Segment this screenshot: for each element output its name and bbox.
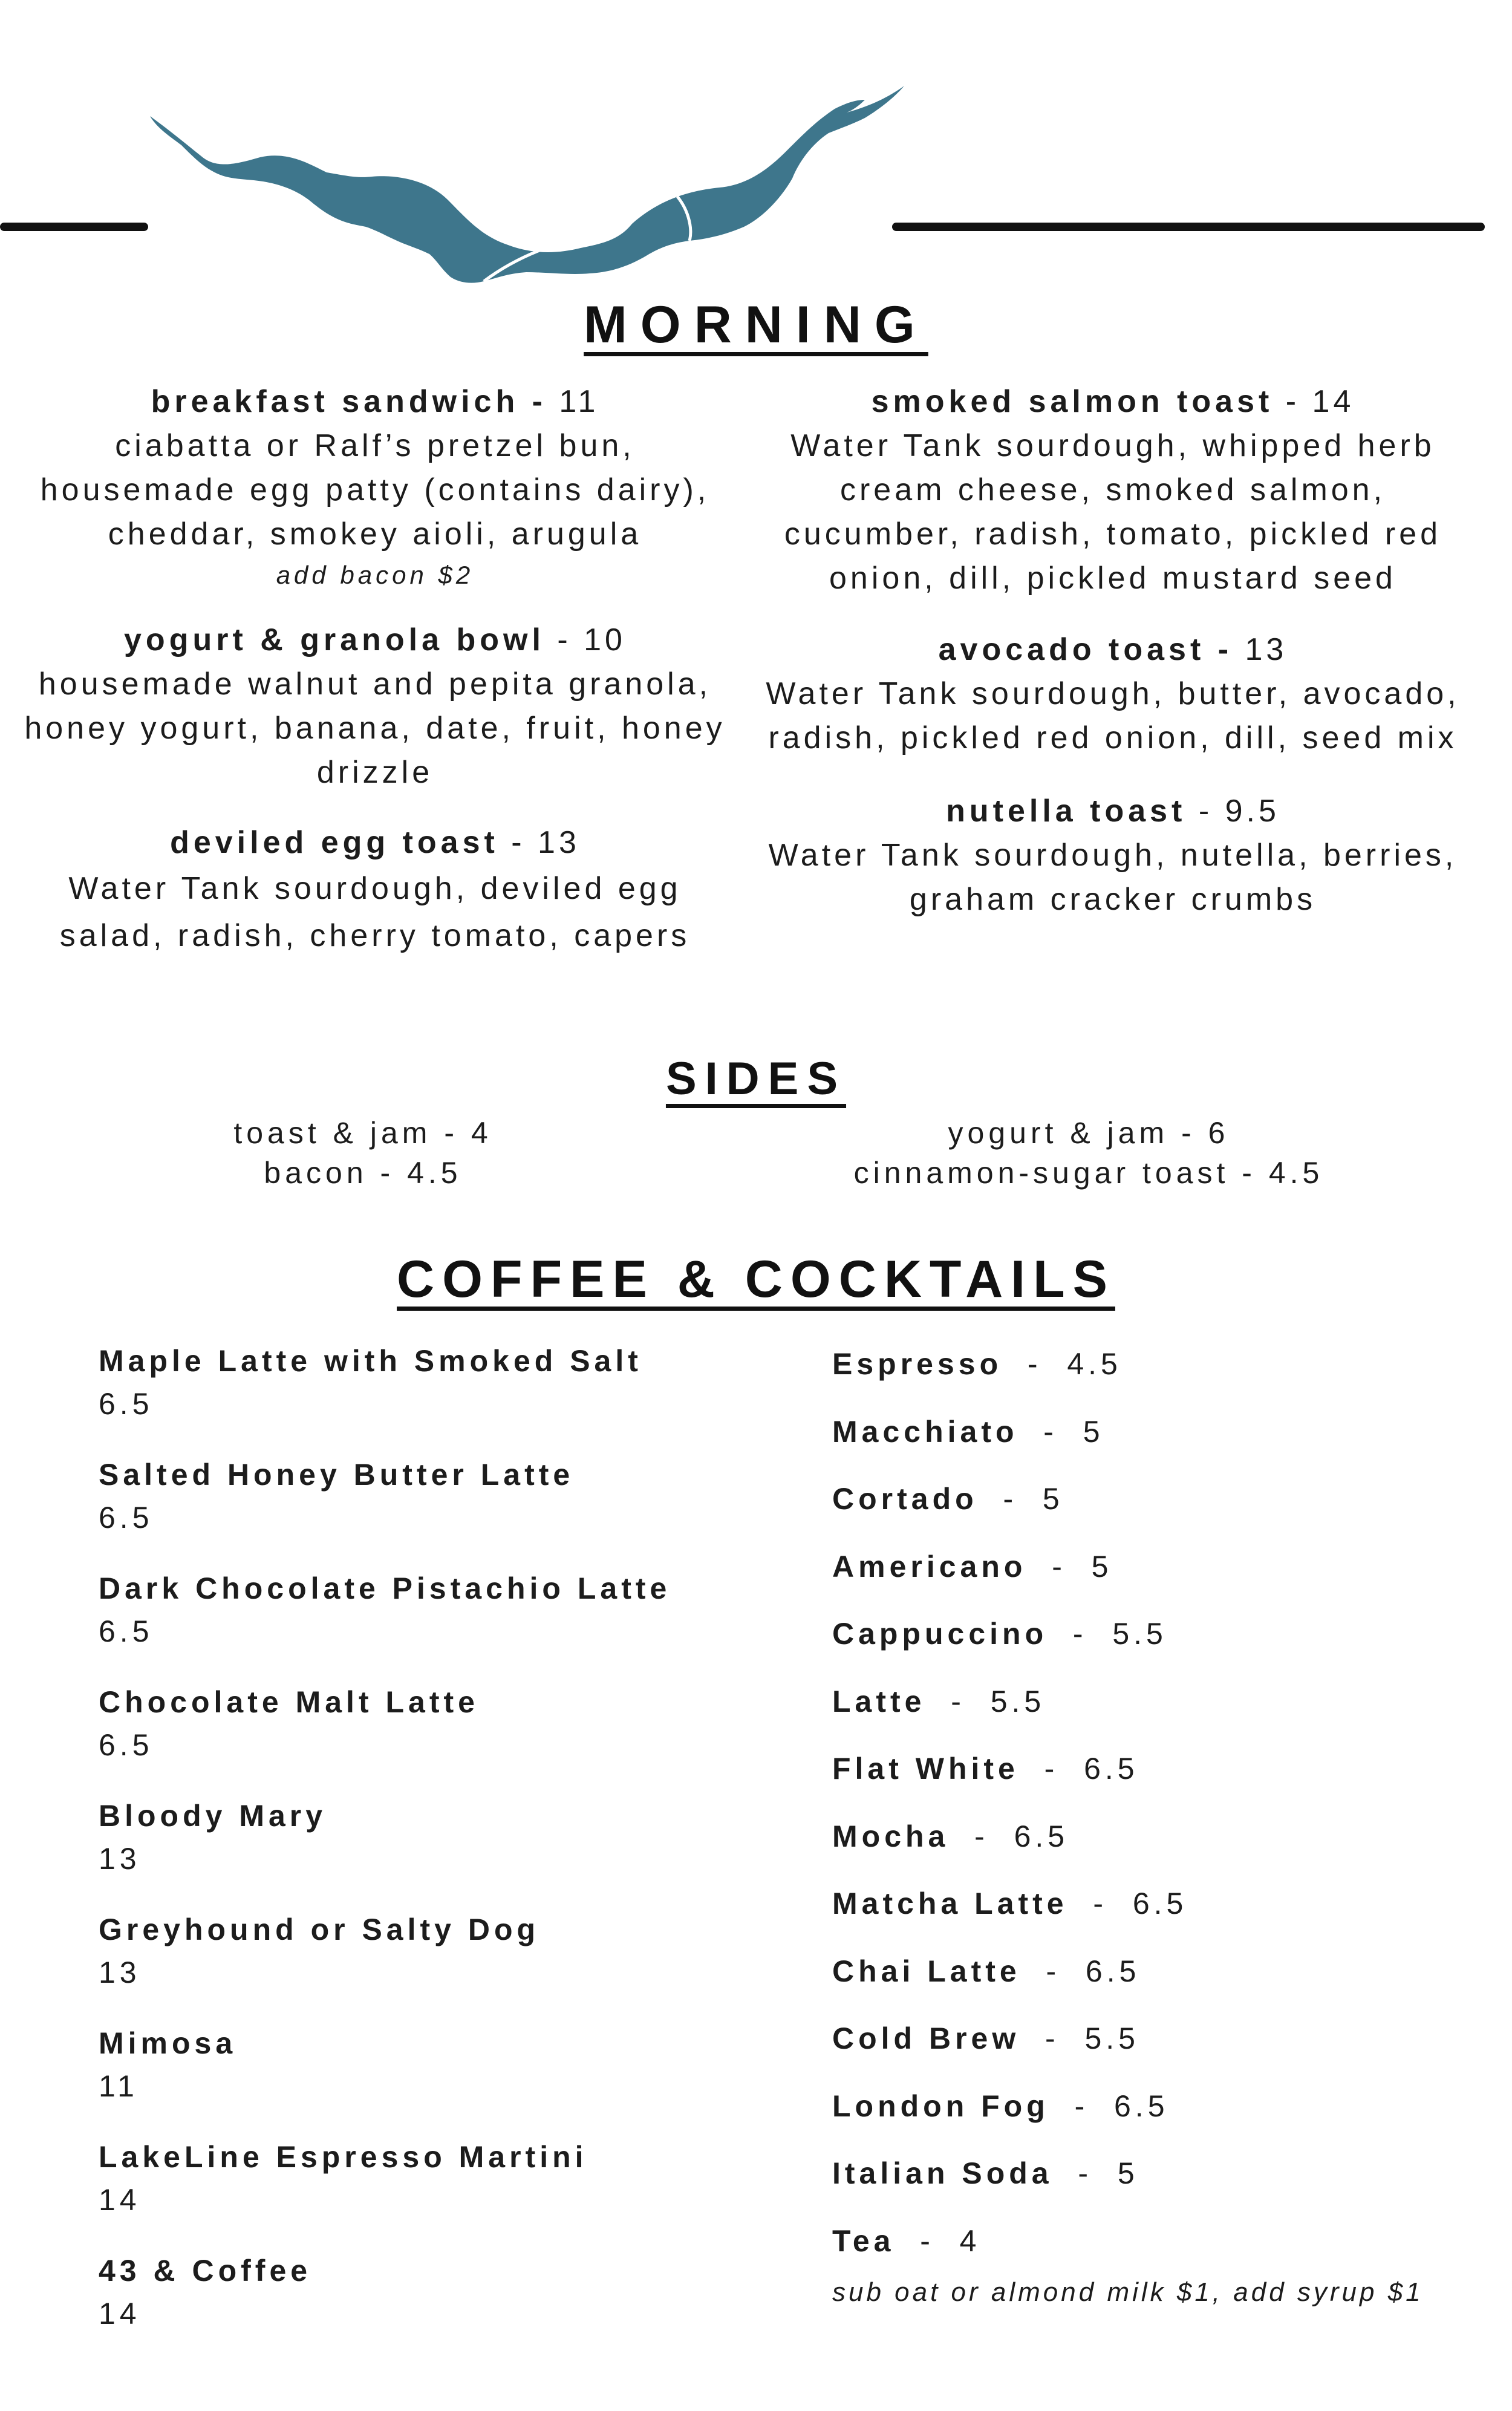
drink-price: 5 — [1042, 1482, 1064, 1516]
drink-name: London Fog — [832, 2089, 1049, 2123]
drink-price: 4 — [959, 2223, 981, 2258]
item-name: smoked salmon toast — [871, 384, 1274, 419]
menu-item-nutella-toast — [765, 789, 1461, 922]
coffee-cocktails-section-title: COFFEE & COCKTAILS — [397, 1250, 1115, 1308]
drink-name: 43 & Coffee — [99, 2254, 312, 2288]
drink-name: Salted Honey Butter Latte — [99, 1458, 575, 1492]
drink-name: Maple Latte with Smoked Salt — [99, 1344, 642, 1378]
item-name: avocado toast - — [938, 632, 1233, 667]
morning-left-column — [24, 380, 726, 959]
drink-name: Mimosa — [99, 2026, 237, 2060]
drink-price: 14 — [99, 2183, 141, 2217]
drink-item: Mocha - 6.5 — [832, 1819, 1069, 1853]
drink-price: 6.5 — [1114, 2089, 1169, 2123]
diving-swimmer-logo-icon — [145, 73, 907, 290]
drink-item — [99, 1340, 794, 1453]
item-price: 11 — [559, 384, 599, 419]
menu-item-smoked-salmon-toast — [765, 380, 1461, 601]
sides-section-title: SIDES — [665, 1053, 847, 1104]
drink-price: 5.5 — [1084, 2021, 1139, 2055]
drink-item: Latte - 5.5 — [832, 1684, 1046, 1718]
cocktails-column — [99, 1340, 794, 2363]
drink-item — [99, 2250, 794, 2363]
drink-item: Cappuccino - 5.5 — [832, 1617, 1167, 1651]
drink-price: 6.5 — [1084, 1752, 1139, 1786]
coffee-column — [832, 1343, 1497, 2287]
drink-price: 6.5 — [99, 1501, 154, 1535]
item-name: yogurt & granola bowl — [124, 622, 545, 657]
drink-name: Macchiato — [832, 1414, 1018, 1449]
drink-item: Tea - 4 — [832, 2223, 981, 2258]
drink-price: 13 — [99, 1842, 141, 1876]
item-price: - 13 — [511, 825, 580, 860]
item-description: Water Tank sourdough, whipped herb cream cheese, smoked salmon, cucumber, radish, tomato, pickled red onion, dill, pickled mustard seed — [784, 428, 1442, 596]
drink-item — [99, 1681, 794, 1795]
drink-item: Espresso - 4.5 — [832, 1347, 1122, 1381]
drink-price: 5 — [1083, 1414, 1104, 1449]
menu-item-avocado-toast — [765, 628, 1461, 760]
drink-price: 6.5 — [99, 1614, 154, 1648]
drink-name: Chai Latte — [832, 1954, 1021, 1988]
morning-section-title: MORNING — [584, 296, 928, 354]
drink-name: Greyhound or Salty Dog — [99, 1913, 540, 1946]
drink-price: 6.5 — [99, 1387, 154, 1421]
item-price: - 14 — [1285, 384, 1355, 419]
drink-price: 6.5 — [1132, 1887, 1188, 1920]
drink-price: 5 — [1091, 1549, 1113, 1584]
menu-item-yogurt-granola-bowl — [24, 618, 726, 795]
drink-name: Matcha Latte — [832, 1887, 1068, 1920]
drink-name: Espresso — [832, 1347, 1003, 1381]
header-rule-right — [892, 223, 1485, 231]
drink-name: Cold Brew — [832, 2021, 1020, 2055]
drink-name: Americano — [832, 1549, 1027, 1584]
drink-price: 14 — [99, 2297, 141, 2331]
item-note: add bacon $2 — [276, 561, 474, 589]
drink-price: 13 — [99, 1956, 141, 1989]
header-rule-left — [0, 223, 148, 231]
drink-item — [99, 2136, 794, 2250]
drink-item: Americano - 5 — [832, 1549, 1113, 1584]
drink-name: Bloody Mary — [99, 1799, 327, 1833]
item-name: breakfast sandwich - — [151, 384, 547, 419]
drink-item: Matcha Latte - 6.5 — [832, 1887, 1188, 1920]
drink-price: 11 — [99, 2069, 138, 2103]
drink-name: Flat White — [832, 1752, 1019, 1786]
drink-name: Cortado — [832, 1482, 978, 1516]
milk-syrup-note: sub oat or almond milk $1, add syrup $1 — [832, 2277, 1424, 2307]
drink-item: Flat White - 6.5 — [832, 1752, 1139, 1786]
item-description: ciabatta or Ralf’s pretzel bun, housemade egg patty (contains dairy), cheddar, smokey aioli, arugula — [40, 428, 710, 552]
drink-name: Italian Soda — [832, 2156, 1053, 2190]
menu-item-breakfast-sandwich — [24, 380, 726, 594]
item-name: deviled egg toast — [170, 825, 499, 860]
drink-name: Chocolate Malt Latte — [99, 1685, 479, 1719]
drink-item — [99, 1908, 794, 2022]
side-item: cinnamon-sugar toast - 4.5 — [853, 1156, 1324, 1190]
drink-price: 6.5 — [99, 1728, 154, 1762]
drink-item: London Fog - 6.5 — [832, 2089, 1169, 2123]
drink-item — [99, 1795, 794, 1908]
drink-name: Dark Chocolate Pistachio Latte — [99, 1571, 671, 1605]
item-description: Water Tank sourdough, deviled egg salad, radish, cherry tomato, capers — [59, 871, 691, 953]
drink-price: 6.5 — [1085, 1954, 1141, 1988]
item-price: - 9.5 — [1198, 794, 1280, 829]
sides-left-column — [121, 1113, 605, 1193]
drink-name: Cappuccino — [832, 1617, 1048, 1651]
item-price: 13 — [1245, 632, 1288, 667]
drink-item — [99, 1567, 794, 1681]
drink-price: 5 — [1117, 2156, 1139, 2190]
drink-item: Chai Latte - 6.5 — [832, 1954, 1141, 1988]
drink-item — [99, 2022, 794, 2136]
drink-price: 4.5 — [1067, 1347, 1122, 1381]
item-description: Water Tank sourdough, nutella, berries, graham cracker crumbs — [768, 838, 1458, 917]
item-price: - 10 — [557, 622, 626, 657]
side-item: yogurt & jam - 6 — [948, 1116, 1230, 1150]
drink-name: LakeLine Espresso Martini — [99, 2140, 588, 2174]
morning-right-column — [765, 380, 1461, 922]
drink-price: 5.5 — [1112, 1617, 1167, 1651]
drink-item: Cold Brew - 5.5 — [832, 2021, 1139, 2055]
item-description: housemade walnut and pepita granola, honey yogurt, banana, date, fruit, honey drizzle — [24, 667, 726, 790]
drink-name: Latte — [832, 1684, 926, 1718]
drink-item — [99, 1453, 794, 1567]
item-name: nutella toast — [946, 794, 1187, 829]
drink-price: 5.5 — [990, 1684, 1046, 1718]
drink-name: Mocha — [832, 1819, 950, 1853]
drink-price: 6.5 — [1014, 1819, 1069, 1853]
drink-item: Cortado - 5 — [832, 1482, 1064, 1516]
drink-name: Tea — [832, 2223, 895, 2258]
side-item: bacon - 4.5 — [264, 1156, 462, 1190]
drink-item: Italian Soda - 5 — [832, 2156, 1139, 2190]
menu-item-deviled-egg-toast — [24, 821, 726, 959]
sides-right-column — [786, 1113, 1391, 1193]
item-description: Water Tank sourdough, butter, avocado, radish, pickled red onion, dill, seed mix — [766, 676, 1460, 755]
side-item: toast & jam - 4 — [233, 1116, 492, 1150]
drink-item: Macchiato - 5 — [832, 1414, 1104, 1449]
